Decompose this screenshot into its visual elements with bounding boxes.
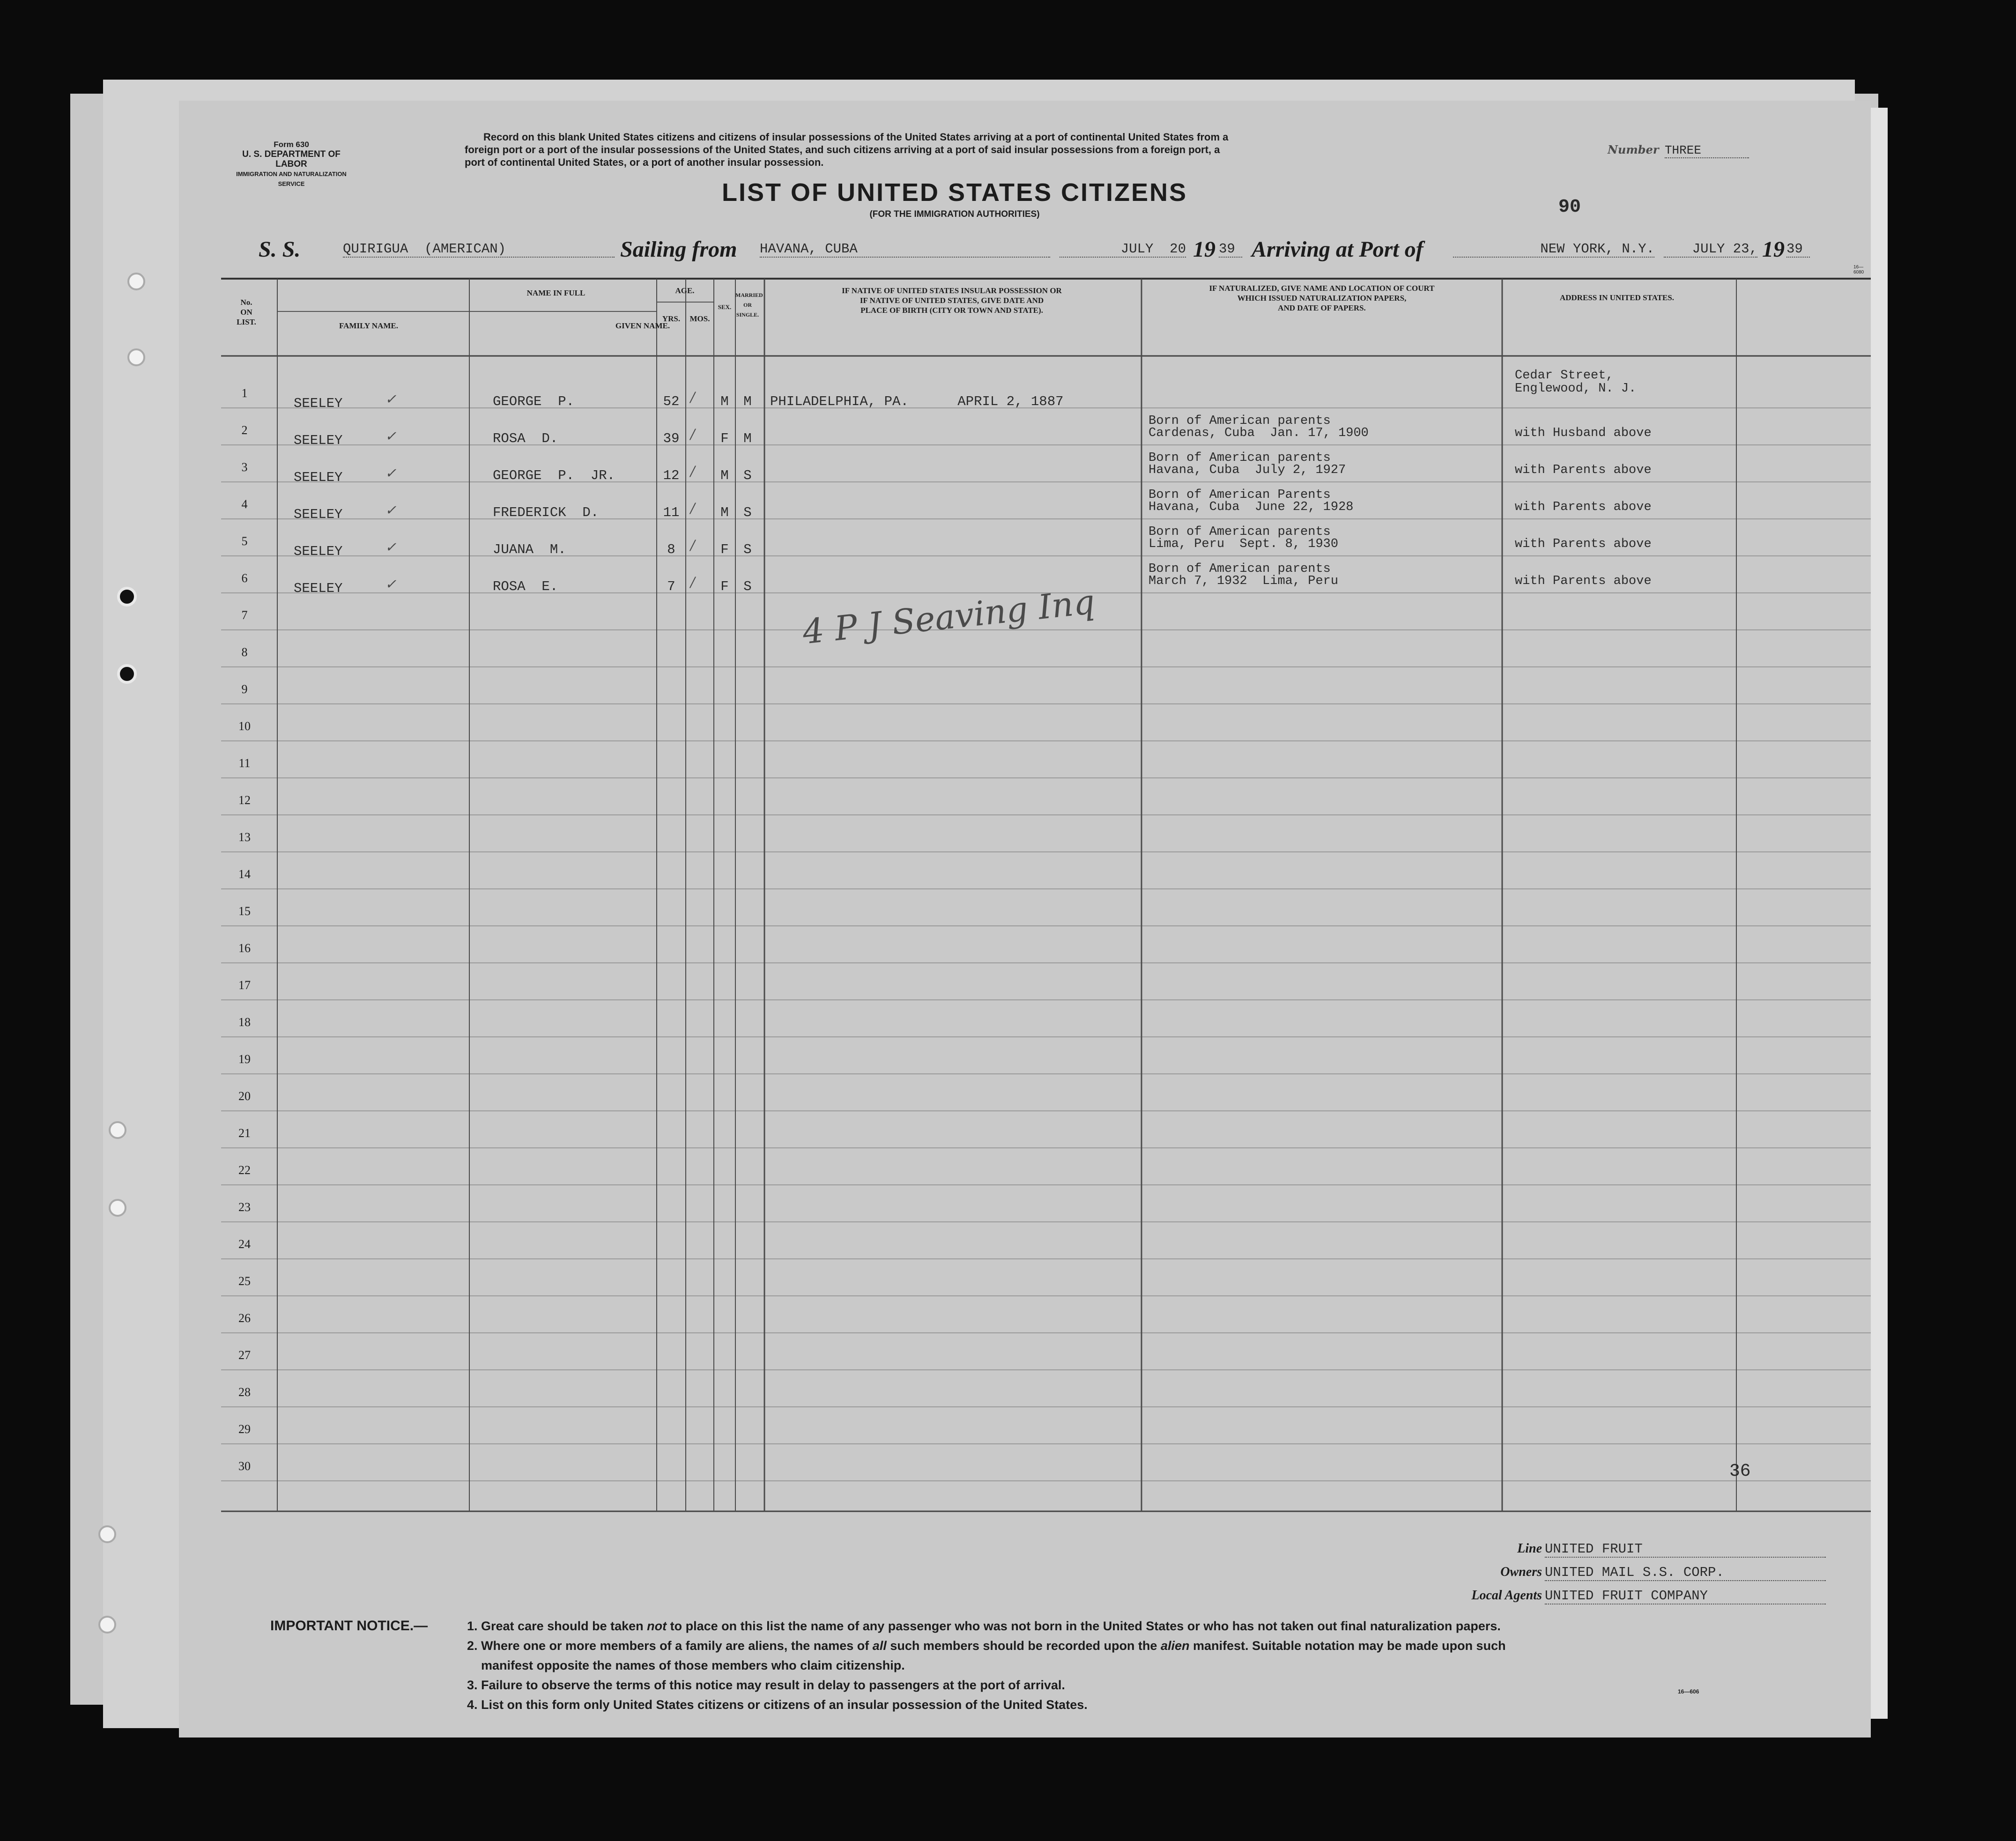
- check-mark: ✓: [385, 465, 397, 481]
- row-number: 17: [238, 978, 251, 992]
- row-number: 13: [238, 830, 251, 844]
- age-tick: /: [690, 500, 695, 516]
- check-mark: ✓: [385, 539, 397, 555]
- naturalization-cell: Cardenas, Cuba Jan. 17, 1900: [1149, 426, 1369, 440]
- given-name-cell: GEORGE P.: [493, 394, 575, 409]
- age-tick: /: [690, 463, 695, 479]
- sex-cell: M: [720, 394, 729, 409]
- row-number: 24: [238, 1237, 251, 1251]
- punch-hole: [109, 1121, 126, 1139]
- row-number: 10: [238, 719, 251, 733]
- department: U. S. DEPARTMENT OF LABOR: [242, 149, 341, 169]
- row-number: 21: [238, 1126, 251, 1140]
- arrival-port: NEW YORK, N.Y.: [1453, 241, 1654, 258]
- notice-item-2: [467, 1636, 1853, 1656]
- row-number: 5: [241, 534, 248, 548]
- marital-cell: S: [743, 542, 752, 557]
- year-prefix: 19: [1762, 237, 1785, 262]
- owners-label: Owners: [1500, 1565, 1542, 1579]
- row-number: 2: [241, 423, 248, 437]
- given-name-cell: ROSA E.: [493, 579, 558, 594]
- notice-text: 2. Where one or more members of a family are aliens, the names of: [467, 1639, 873, 1653]
- page-subtitle: (FOR THE IMMIGRATION AUTHORITIES): [869, 209, 1040, 219]
- marital-cell: M: [743, 431, 752, 446]
- arrival-date: JULY 23,: [1664, 241, 1757, 258]
- form-number: Form 630: [274, 140, 309, 149]
- age-tick: /: [690, 574, 695, 590]
- row-number: 19: [238, 1052, 251, 1066]
- family-name-cell: SEELEY: [294, 433, 343, 448]
- owners-value: UNITED MAIL S.S. CORP.: [1545, 1565, 1826, 1581]
- printer-mark: 16—6080: [1853, 265, 1864, 275]
- number-value: THREE: [1665, 143, 1749, 158]
- important-notice: [270, 1616, 1853, 1715]
- given-name-cell: ROSA D.: [493, 431, 558, 446]
- row-number: 14: [238, 867, 251, 881]
- row-number: 29: [238, 1422, 251, 1436]
- address-cell: with Parents above: [1515, 500, 1652, 514]
- marital-cell: S: [743, 505, 752, 520]
- notice-emphasis: all: [872, 1639, 887, 1653]
- family-name-cell: SEELEY: [294, 470, 343, 485]
- year-prefix: 19: [1193, 237, 1216, 262]
- notice-text: to place on this list the name of any passenger who was not born in the United States or who has not taken out final naturalization papers.: [667, 1619, 1501, 1633]
- row-number: 4: [241, 497, 248, 511]
- row-number: 22: [238, 1163, 251, 1177]
- sex-cell: F: [720, 579, 729, 594]
- notice-text: 1. Great care should be taken: [467, 1619, 647, 1633]
- row-number: 12: [238, 793, 251, 807]
- header-sex: SEX.: [718, 303, 732, 311]
- age-tick: /: [690, 537, 695, 553]
- notice-item-2-cont: manifest opposite the names of those members who claim citizenship.: [481, 1658, 905, 1672]
- naturalization-cell: Lima, Peru Sept. 8, 1930: [1149, 537, 1339, 551]
- given-name-cell: FREDERICK D.: [493, 505, 599, 520]
- notice-text: manifest. Suitable notation may be made upon such: [1189, 1639, 1506, 1653]
- sex-cell: M: [720, 505, 729, 520]
- ss-label: S. S.: [259, 237, 301, 262]
- punch-hole: [127, 273, 145, 290]
- row-number: 1: [241, 386, 248, 400]
- age-tick: /: [690, 389, 695, 405]
- family-name-cell: SEELEY: [294, 544, 343, 559]
- address-cell: with Parents above: [1515, 463, 1652, 477]
- row-number: 16: [238, 941, 251, 955]
- family-name-cell: SEELEY: [294, 507, 343, 522]
- age-years-cell: 7: [667, 579, 675, 594]
- header-yrs: YRS.: [662, 314, 681, 323]
- naturalization-cell: March 7, 1932 Lima, Peru: [1149, 574, 1339, 588]
- age-years-cell: 52: [663, 394, 680, 409]
- check-mark: ✓: [385, 391, 397, 407]
- given-name-cell: GEORGE P. JR.: [493, 468, 615, 483]
- header-given-name: GIVEN NAME.: [615, 321, 670, 330]
- number-label: Number: [1608, 143, 1659, 156]
- given-name-cell: JUANA M.: [493, 542, 566, 557]
- age-tick: /: [690, 426, 695, 442]
- naturalization-cell: Born of American parents: [1149, 562, 1331, 576]
- age-years-cell: 11: [663, 505, 680, 520]
- year-suffix: 39: [1786, 241, 1810, 258]
- row-number: 20: [238, 1089, 251, 1103]
- notice-emphasis: alien: [1160, 1639, 1190, 1653]
- page-number: 36: [1729, 1461, 1751, 1481]
- header-marital: MARRIED OR SINGLE.: [735, 292, 763, 318]
- row-number: 11: [238, 756, 251, 770]
- form-code: 16—606: [1678, 1688, 1699, 1695]
- marital-cell: M: [743, 394, 752, 409]
- row-number: 3: [241, 460, 248, 474]
- notice-item-4: 4. List on this form only United States citizens or citizens of an insular possession of the United States.: [467, 1698, 1088, 1712]
- header-age: AGE.: [675, 286, 695, 295]
- sex-cell: F: [720, 542, 729, 557]
- header-naturalized: IF NATURALIZED, GIVE NAME AND LOCATION OF COURT WHICH ISSUED NATURALIZATION PAPERS, AND DATE OF PAPERS.: [1209, 284, 1435, 312]
- line-label: Line: [1517, 1541, 1542, 1556]
- row-number: 6: [241, 571, 248, 585]
- page-title: LIST OF UNITED STATES CITIZENS: [722, 178, 1187, 207]
- table-grid: [179, 101, 1871, 1737]
- row-number: 15: [238, 904, 251, 918]
- instruction-line: Record on this blank United States citizens and citizens of insular possessions of the United States arriving at a port of continental United States from a: [483, 131, 1229, 143]
- naturalization-cell: Havana, Cuba June 22, 1928: [1149, 500, 1354, 514]
- instruction-line: port of continental United States, or a port of another insular possession.: [465, 156, 824, 168]
- depart-date: JULY 20: [1060, 241, 1186, 258]
- marital-cell: S: [743, 468, 752, 483]
- punch-hole: [127, 348, 145, 366]
- row-number: 9: [241, 682, 248, 696]
- row-number: 25: [238, 1274, 251, 1288]
- family-name-cell: SEELEY: [294, 396, 343, 411]
- notice-item-3: 3. Failure to observe the terms of this notice may result in delay to passengers at the port of arrival.: [467, 1678, 1065, 1692]
- sailing-from: HAVANA, CUBA: [760, 241, 1050, 258]
- year-suffix: 39: [1219, 241, 1242, 258]
- punch-hole: [98, 1616, 116, 1634]
- family-name-cell: SEELEY: [294, 581, 343, 596]
- address-cell: with Husband above: [1515, 426, 1652, 440]
- naturalization-cell: Born of American parents: [1149, 525, 1331, 539]
- punch-hole: [117, 587, 137, 606]
- row-number: 26: [238, 1311, 251, 1325]
- agents-label: Local Agents: [1471, 1588, 1542, 1603]
- agents-value: UNITED FRUIT COMPANY: [1545, 1588, 1826, 1604]
- row-number: 28: [238, 1385, 251, 1399]
- naturalization-cell: Born of American parents: [1149, 414, 1331, 428]
- header-name-in-full: NAME IN FULL: [526, 288, 586, 297]
- notice-label: IMPORTANT NOTICE.—: [270, 1618, 428, 1634]
- row-number: 23: [238, 1200, 251, 1214]
- sex-cell: M: [720, 468, 729, 483]
- service: IMMIGRATION AND NATURALIZATION SERVICE: [236, 170, 347, 187]
- page-stamp: 90: [1558, 197, 1581, 218]
- header-native: IF NATIVE OF UNITED STATES INSULAR POSSESSION OR IF NATIVE OF UNITED STATES, GIVE DATE AND PLACE OF BIRTH (CITY OR TOWN AND STATE).: [842, 286, 1062, 315]
- row-number: 7: [241, 608, 248, 622]
- notice-item-1: [467, 1616, 1853, 1636]
- footer-fields: [1420, 1541, 1842, 1612]
- row-number: 27: [238, 1348, 251, 1362]
- address-cell: Englewood, N. J.: [1515, 382, 1637, 396]
- age-years-cell: 8: [667, 542, 675, 557]
- age-years-cell: 12: [663, 468, 680, 483]
- instruction-line: foreign port or a port of the insular possessions of the United States, and such citizens arriving at a port of said insular possessions from a foreign port, a: [465, 144, 1220, 155]
- header-family-name: FAMILY NAME.: [339, 321, 398, 330]
- check-mark: ✓: [385, 502, 397, 518]
- naturalization-cell: Born of American parents: [1149, 451, 1331, 465]
- address-cell: Cedar Street,: [1515, 369, 1614, 383]
- punch-hole: [109, 1199, 126, 1217]
- arriving-label: Arriving at Port of: [1252, 237, 1423, 262]
- punch-hole: [117, 664, 137, 684]
- punch-hole: [98, 1525, 116, 1543]
- header-mos: MOS.: [689, 314, 710, 323]
- header-no-on-list: No. ON LIST.: [237, 298, 256, 326]
- check-mark: ✓: [385, 576, 397, 592]
- age-years-cell: 39: [663, 431, 680, 446]
- row-number: 8: [241, 645, 248, 659]
- naturalization-cell: Havana, Cuba July 2, 1927: [1149, 463, 1346, 477]
- manifest-page: [179, 101, 1871, 1737]
- row-number: 30: [238, 1459, 251, 1473]
- marital-cell: S: [743, 579, 752, 594]
- ship-name: QUIRIGUA (AMERICAN): [343, 241, 615, 258]
- address-cell: with Parents above: [1515, 537, 1652, 551]
- naturalization-cell: Born of American Parents: [1149, 488, 1331, 502]
- row-number: 18: [238, 1015, 251, 1029]
- sex-cell: F: [720, 431, 729, 446]
- check-mark: ✓: [385, 428, 397, 444]
- sailing-label: Sailing from: [620, 237, 737, 262]
- notice-text: such members should be recorded upon the: [886, 1639, 1161, 1653]
- address-cell: with Parents above: [1515, 574, 1652, 588]
- notice-emphasis: not: [647, 1619, 667, 1633]
- line-value: UNITED FRUIT: [1545, 1541, 1826, 1558]
- header-address: ADDRESS IN UNITED STATES.: [1559, 293, 1675, 302]
- birth-place-date-cell: PHILADELPHIA, PA. APRIL 2, 1887: [770, 394, 1064, 409]
- handwritten-note: 4 P J Seaving Inq: [800, 582, 1097, 652]
